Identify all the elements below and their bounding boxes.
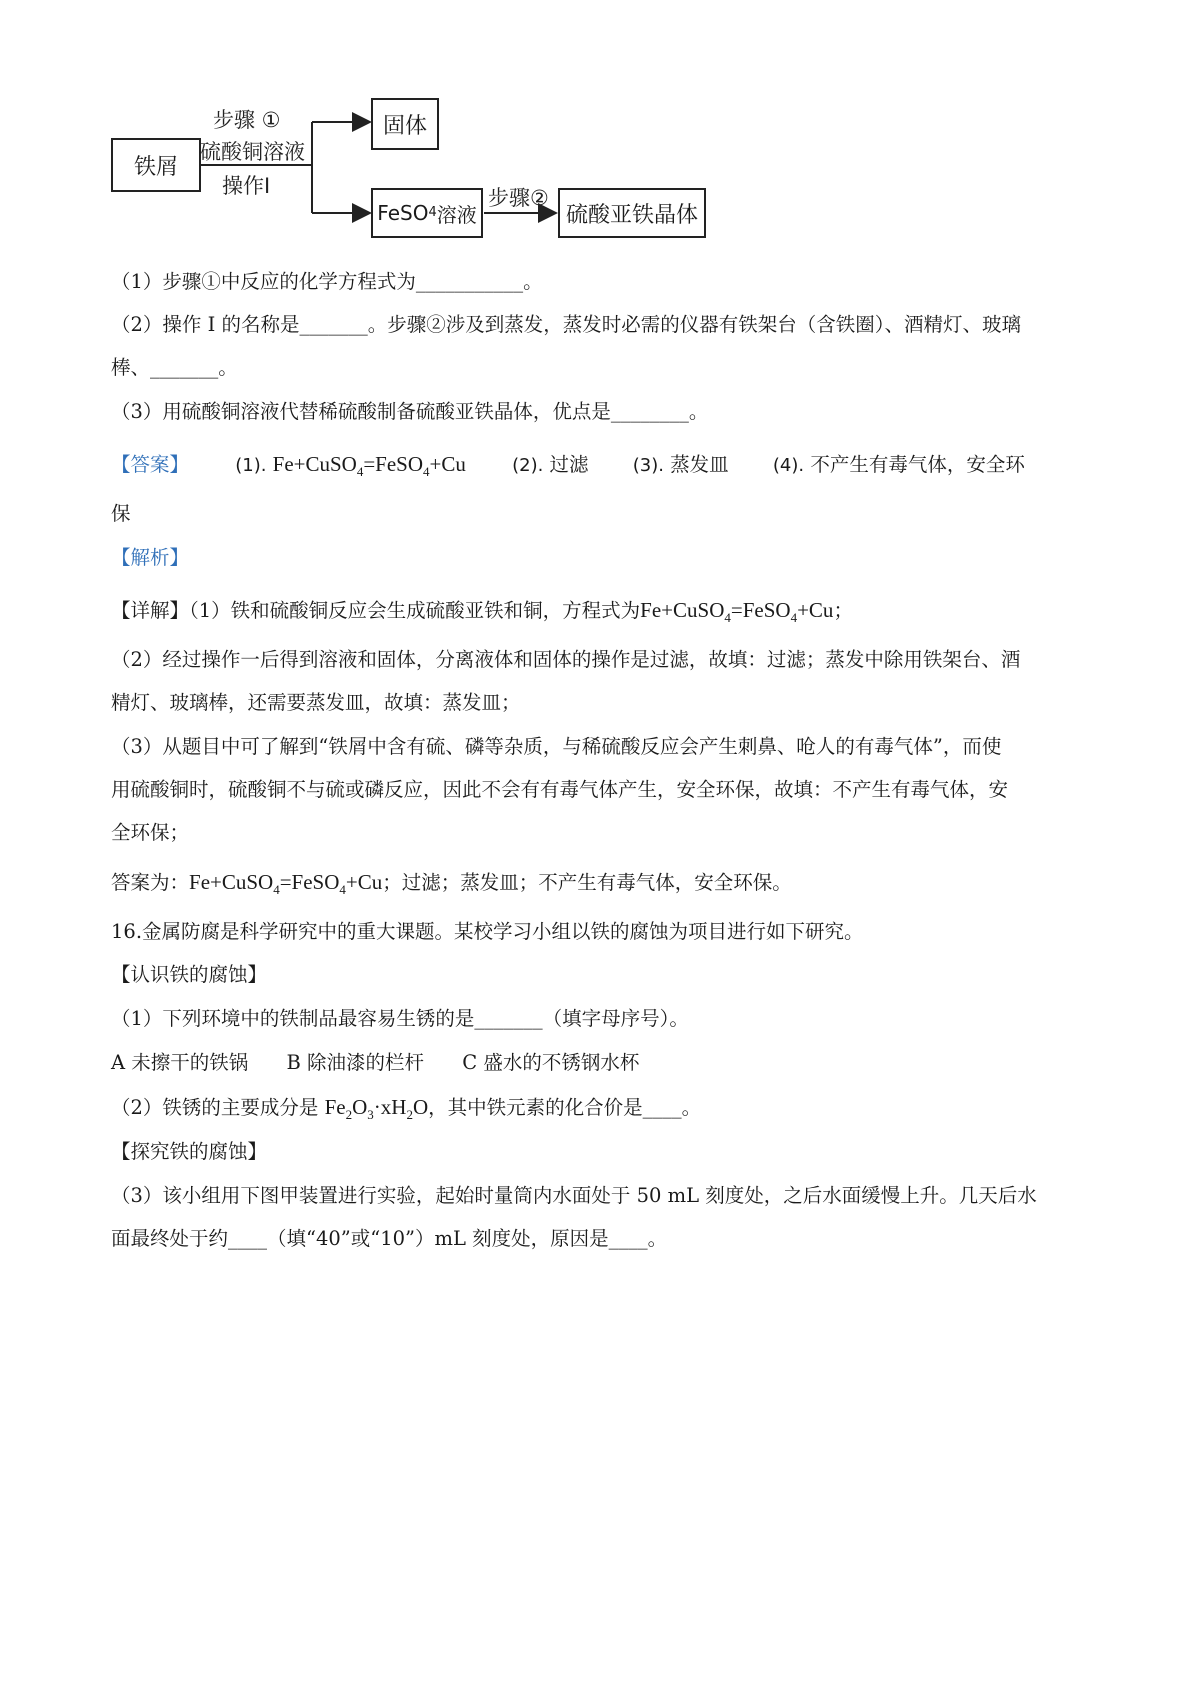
q16-2 <box>111 1093 701 1122</box>
sum-eq-a: Fe+CuSO <box>189 870 274 894</box>
answer-a4-line2: 保 <box>111 502 131 525</box>
detail-eq-sub2: 4 <box>790 610 798 625</box>
formula-fe: Fe <box>324 1095 346 1119</box>
detail-eq-b: =FeSO <box>730 598 791 622</box>
answer-n3: (3). <box>632 455 664 476</box>
eq-part-a: Fe+CuSO <box>272 452 357 476</box>
detail-eq-sub1: 4 <box>724 610 731 625</box>
q16-3-line1: （3）该小组用下图甲装置进行实验，起始时量筒内水面处于 50 mL 刻度处，之后水面缓慢上升。几天后水 <box>111 1184 1037 1207</box>
option-b: B 除油漆的栏杆 <box>286 1051 425 1074</box>
sum-eq-sub2: 4 <box>339 882 346 897</box>
box-ferrous-sulfate-crystal <box>558 188 706 238</box>
box-iron-scraps <box>111 138 201 192</box>
analysis-p2-line2: 精灯、玻璃棒，还需要蒸发皿，故填：蒸发皿； <box>111 691 521 714</box>
analysis-tag: 【解析】 <box>111 546 190 569</box>
eq-sub-2: 4 <box>423 464 430 479</box>
q16-section2: 【探究铁的腐蚀】 <box>111 1140 268 1163</box>
flow-diagram <box>100 90 780 260</box>
formula-sub1: 2 <box>345 1107 353 1122</box>
detail-prefix: 【详解】（1）铁和硫酸铜反应会生成硫酸亚铁和铜，方程式为 <box>111 599 641 622</box>
eq-part-b: =FeSO <box>363 452 424 476</box>
q15-1: （1）步骤①中反应的化学方程式为___________。 <box>111 270 543 293</box>
formula-o: O <box>352 1095 368 1119</box>
formula-o2: O <box>412 1095 429 1119</box>
q16-intro: 16.金属防腐是科学研究中的重大课题。某校学习小组以铁的腐蚀为项目进行如下研究。 <box>111 920 864 943</box>
q15-2-line2: 棒、_______。 <box>111 356 238 379</box>
rust-formula <box>324 1095 429 1122</box>
eq-sub-1: 4 <box>356 464 364 479</box>
summary-equation <box>189 870 383 897</box>
box-solid <box>371 98 439 150</box>
formula-xh: ·xH <box>373 1095 407 1119</box>
sum-eq-c: +Cu <box>345 870 383 894</box>
detail-eq-a: Fe+CuSO <box>640 598 725 622</box>
answer-a4-line1: 不产生有毒气体，安全环 <box>810 453 1025 476</box>
formula-sub3: 2 <box>406 1107 413 1122</box>
label-step2: 步骤② <box>488 186 549 210</box>
answer-a2: 过滤 <box>549 453 589 476</box>
detail-suffix: ； <box>833 599 853 622</box>
detail-equation <box>640 598 834 625</box>
detail-eq-c: +Cu <box>797 598 834 622</box>
q16-2-prefix: （2）铁锈的主要成分是 <box>111 1096 325 1119</box>
answer-n2: (2). <box>512 455 544 476</box>
answer-a3: 蒸发皿 <box>670 453 729 476</box>
option-a: A 未擦干的铁锅 <box>111 1051 249 1074</box>
q15-3: （3）用硫酸铜溶液代替稀硫酸制备硫酸亚铁晶体，优点是________。 <box>111 400 709 423</box>
box-iron-scraps-label: 铁屑 <box>133 154 178 180</box>
q15-2-line1: （2）操作 I 的名称是_______。步骤②涉及到蒸发，蒸发时必需的仪器有铁架台（含铁圈）、酒精灯、玻璃 <box>111 313 1022 336</box>
summary-prefix: 答案为： <box>111 871 190 894</box>
analysis-p2-line1: （2）经过操作一后得到溶液和固体，分离液体和固体的操作是过滤，故填：过滤；蒸发中除用铁架台、酒 <box>111 648 1021 671</box>
q16-3-line2: 面最终处于约____（填“40”或“10”）mL 刻度处，原因是____。 <box>111 1227 668 1250</box>
label-step1: 步骤 ① <box>213 108 281 132</box>
summary-suffix: ；过滤；蒸发皿；不产生有毒气体，安全环保。 <box>382 871 792 894</box>
box-solid-label: 固体 <box>382 113 427 139</box>
sum-eq-b: =FeSO <box>279 870 340 894</box>
analysis-detail-1 <box>111 596 853 625</box>
q16-2-suffix: ，其中铁元素的化合价是____。 <box>428 1096 702 1119</box>
box-crystal-label: 硫酸亚铁晶体 <box>565 202 698 228</box>
q16-options <box>111 1049 639 1077</box>
analysis-p3-line1: （3）从题目中可了解到“铁屑中含有硫、磷等杂质，与稀硫酸反应会产生刺鼻、呛人的有毒气体”，而使 <box>111 735 1002 758</box>
answer-tag: 【答案】 <box>111 453 190 476</box>
q16-section1: 【认识铁的腐蚀】 <box>111 963 268 986</box>
label-reagent: 硫酸铜溶液 <box>200 140 305 164</box>
box-feso4-prefix: FeSO <box>377 201 429 225</box>
answer-line <box>111 450 1025 480</box>
sum-eq-sub1: 4 <box>273 882 280 897</box>
formula-sub2: 3 <box>367 1107 374 1122</box>
answer-equation <box>272 452 466 479</box>
option-c: C 盛水的不锈钢水杯 <box>462 1051 640 1074</box>
eq-part-c: +Cu <box>429 452 466 476</box>
analysis-p3-line3: 全环保； <box>111 821 190 844</box>
analysis-summary <box>111 868 792 897</box>
analysis-p3-line2: 用硫酸铜时，硫酸铜不与硫或磷反应，因此不会有有毒气体产生，安全环保，故填：不产生有毒气体，安 <box>111 778 1009 801</box>
box-feso4-suffix: 溶液 <box>436 202 477 227</box>
answer-n1: (1). <box>235 455 267 476</box>
box-feso4-solution: FeSO 4 溶液 <box>371 188 483 238</box>
q16-1: （1）下列环境中的铁制品最容易生锈的是_______（填字母序号）。 <box>111 1007 689 1030</box>
label-operation: 操作I <box>222 174 271 198</box>
answer-n4: (4). <box>772 455 805 476</box>
